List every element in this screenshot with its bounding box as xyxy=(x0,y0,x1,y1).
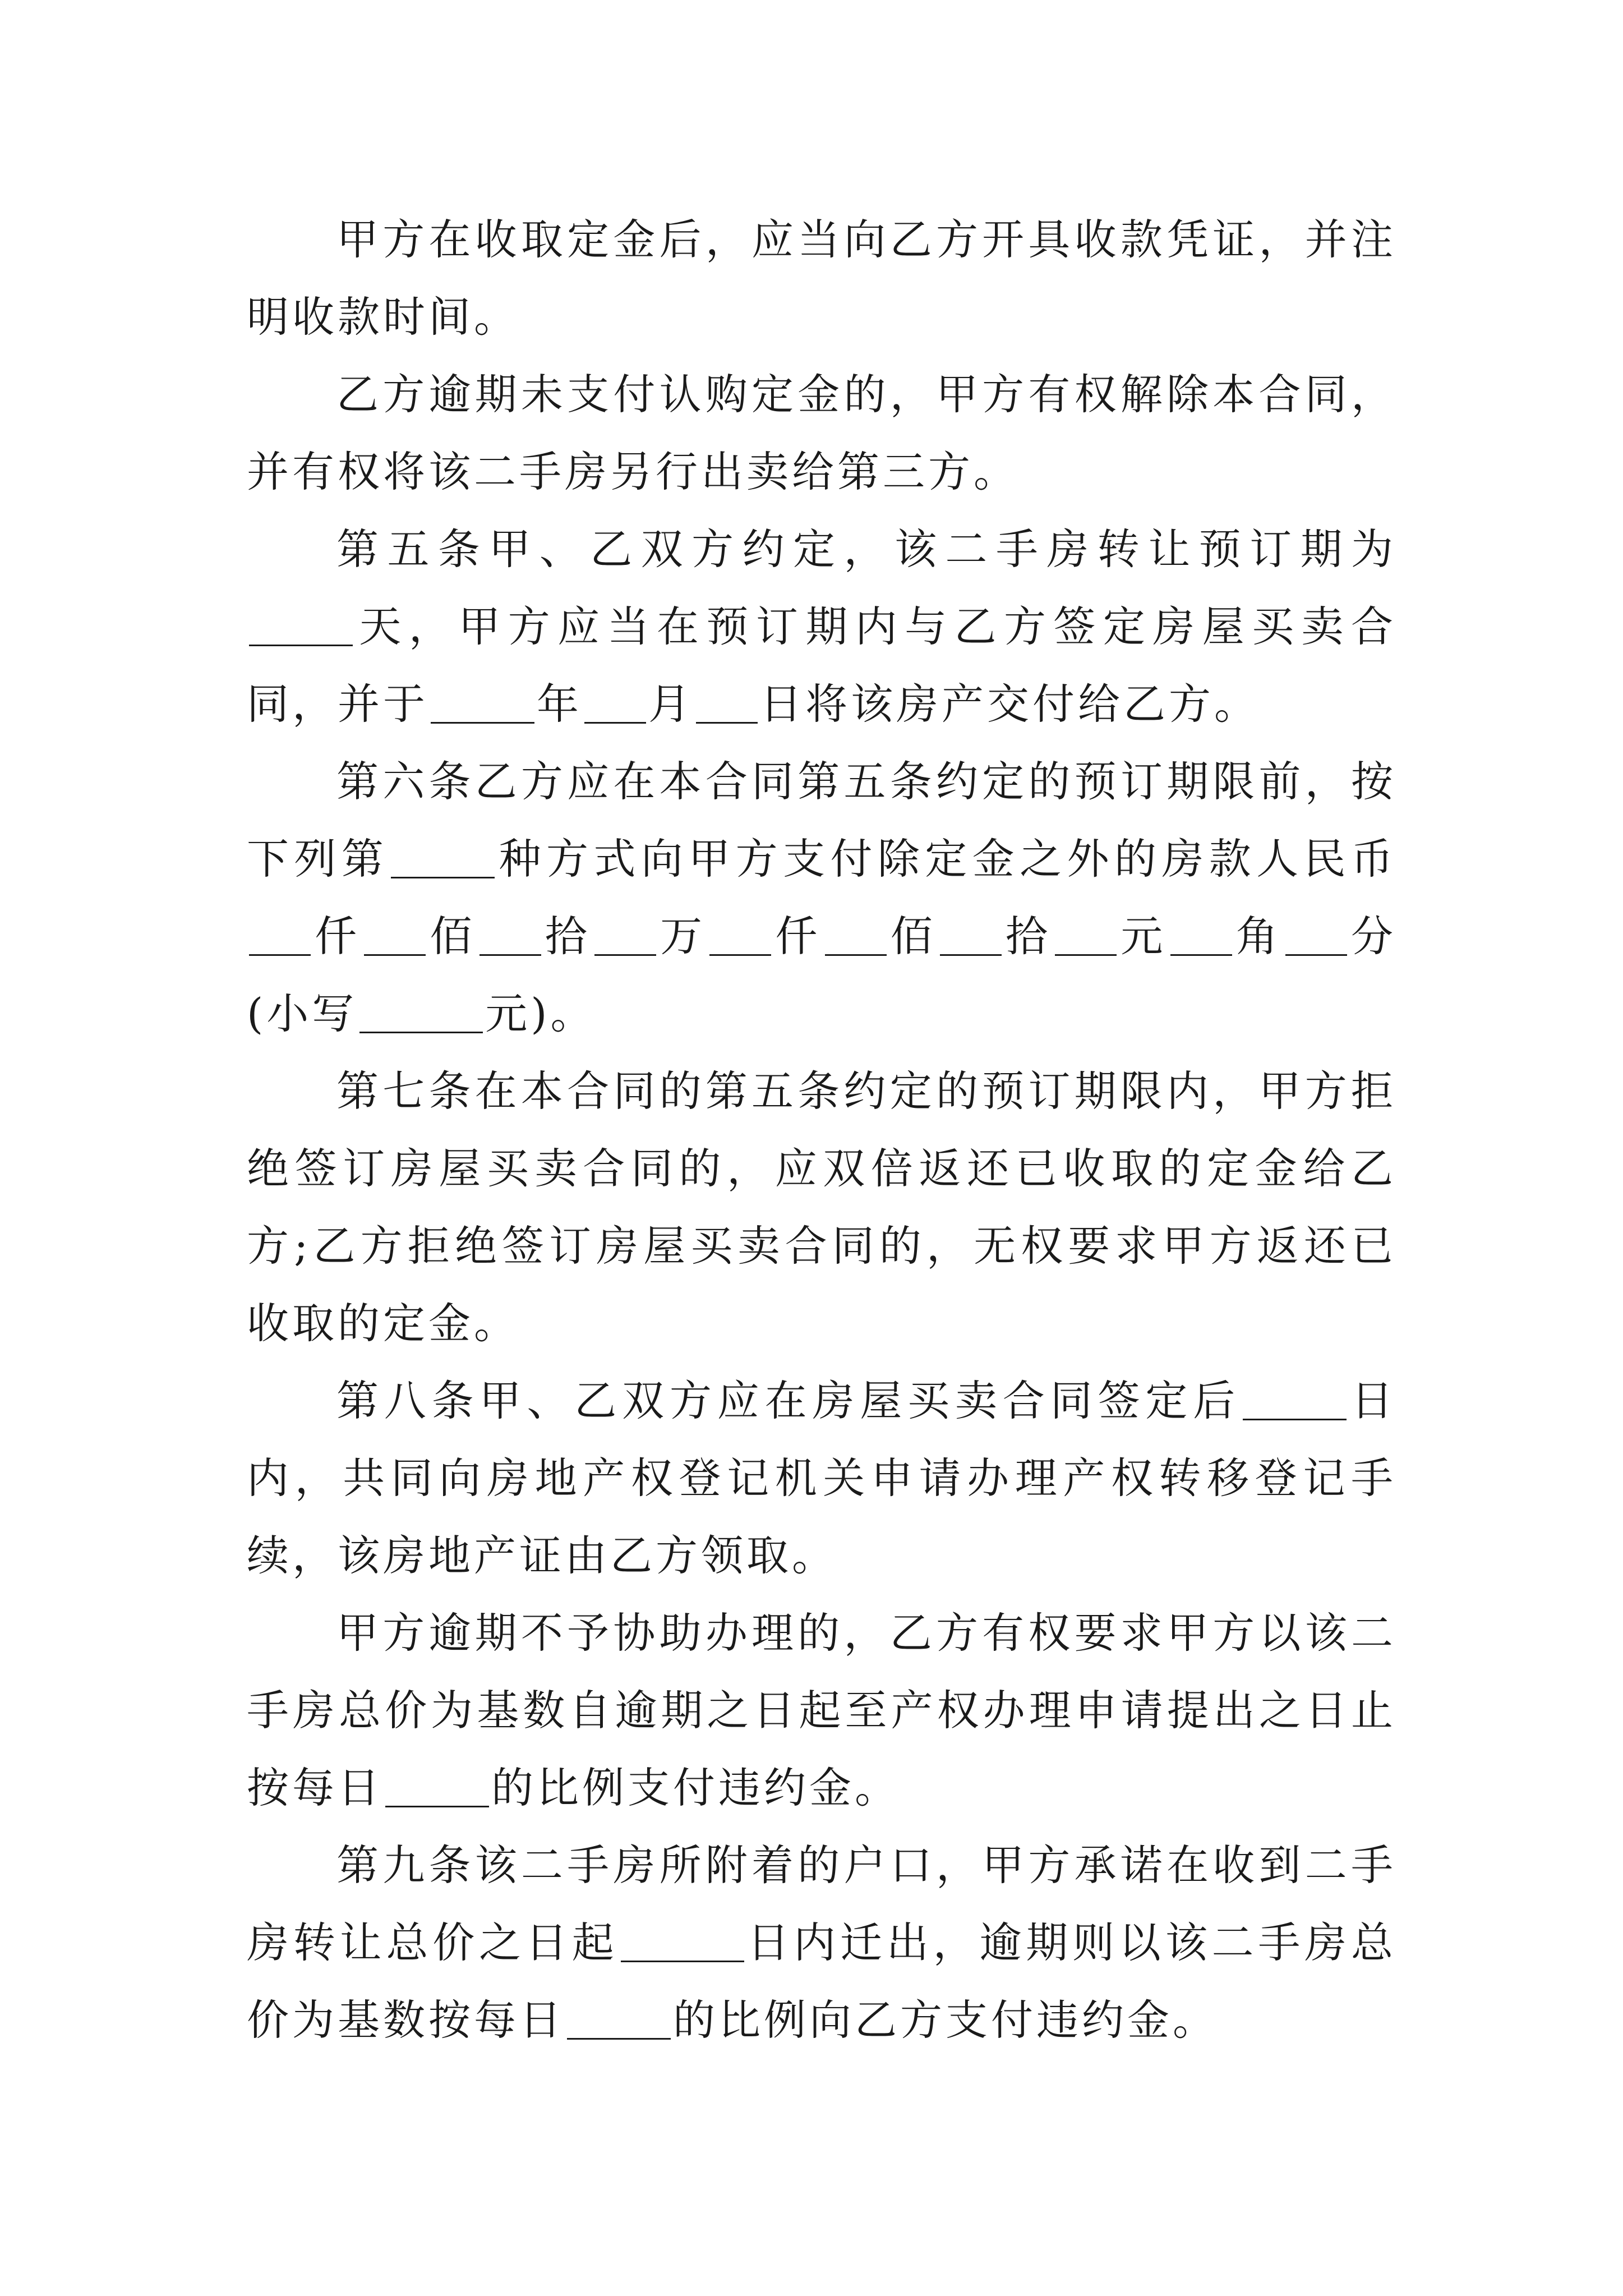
blank-line xyxy=(1170,912,1232,956)
blank-line xyxy=(431,680,534,724)
blank-line xyxy=(391,835,495,878)
amount-unit: 角 xyxy=(1234,912,1283,961)
amount-unit: 拾 xyxy=(543,912,592,961)
article-8-text-2: 日内，共同向房地产权登记机关申请办理产权转移登记手续，该房地产证由乙方领取。 xyxy=(247,1376,1396,1580)
paragraph-overdue-assist xyxy=(247,1594,1396,1826)
amount-unit: 万 xyxy=(658,912,708,961)
amount-unit: 佰 xyxy=(428,912,477,961)
paragraph-article-9 xyxy=(247,1826,1396,2059)
article-6-end: 元)。 xyxy=(485,989,596,1038)
blank-line xyxy=(385,1764,489,1807)
blank-line xyxy=(1055,912,1117,956)
blank-line xyxy=(696,680,758,724)
overdue-assist-text-2: 的比例支付违约金。 xyxy=(491,1763,901,1812)
article-6-text-2: 种方式向甲方支付除定金之外的房款人民币 xyxy=(497,834,1396,884)
paragraph-article-7: 第七条在本合同的第五条约定的预订期限内，甲方拒绝签订房屋买卖合同的，应双倍返还已收取的定金给乙方;乙方拒绝签订房屋买卖合同的，无权要求甲方返还已收取的定金。 xyxy=(247,1066,1396,1348)
amount-unit: 分(小写 xyxy=(247,912,1396,1038)
paragraph-receipt: 甲方在收取定金后，应当向乙方开具收款凭证，并注明收款时间。 xyxy=(247,215,1396,342)
blank-line xyxy=(1243,1377,1347,1420)
blank-line xyxy=(709,912,771,956)
article-9-text-2: 日内迁出，逾期则以该二手房总价为基数按每日 xyxy=(247,1918,1396,2045)
paragraph-article-8 xyxy=(247,1362,1396,1594)
paragraph-article-5 xyxy=(247,510,1396,743)
article-5-year: 年 xyxy=(537,679,583,729)
amount-unit: 拾 xyxy=(1003,912,1053,961)
article-8-text-1: 第八条甲、乙双方应在房屋买卖合同签定后 xyxy=(336,1376,1241,1425)
paragraph-article-6 xyxy=(247,743,1396,1052)
amount-unit: 仟 xyxy=(313,912,362,961)
blank-line xyxy=(567,1996,671,2040)
article-9-text-1: 第九条该二手房所附着的户口，甲方承诺在收到二手房转让总价之日起 xyxy=(247,1841,1396,1967)
blank-line xyxy=(1285,912,1347,956)
blank-line xyxy=(621,1918,744,1962)
blank-line xyxy=(364,912,426,956)
blank-line xyxy=(594,912,656,956)
blank-line xyxy=(479,912,541,956)
blank-line xyxy=(584,680,646,724)
article-5-month: 月 xyxy=(648,679,694,729)
paragraph-overdue-deposit: 乙方逾期未支付认购定金的，甲方有权解除本合同，并有权将该二手房另行出卖给第三方。 xyxy=(247,370,1396,496)
contract-body xyxy=(247,201,1396,2059)
blank-line xyxy=(359,990,483,1033)
article-5-text-3: 日将该房产交付给乙方。 xyxy=(760,679,1260,729)
article-5-text-2: 天，甲方应当在预订期内与乙方签定房屋买卖合同，并于 xyxy=(247,602,1396,729)
amount-unit: 佰 xyxy=(888,912,938,961)
article-5-text-1: 第五条甲、乙双方约定，该二手房转让预订期为 xyxy=(336,524,1396,574)
amount-unit: 仟 xyxy=(773,912,823,961)
blank-line xyxy=(249,912,311,956)
blank-line xyxy=(940,912,1002,956)
article-9-text-3: 的比例向乙方支付违约金。 xyxy=(673,1995,1219,2045)
blank-line xyxy=(249,602,353,646)
amount-unit: 元 xyxy=(1119,912,1168,961)
article-6-text-1: 第六条乙方应在本合同第五条约定的预订期限前，按下列第 xyxy=(247,757,1396,884)
blank-line xyxy=(825,912,887,956)
overdue-assist-text-1: 甲方逾期不予协助办理的，乙方有权要求甲方以该二手房总价为基数自逾期之日起至产权办理申请提出之日止按每日 xyxy=(247,1608,1396,1812)
